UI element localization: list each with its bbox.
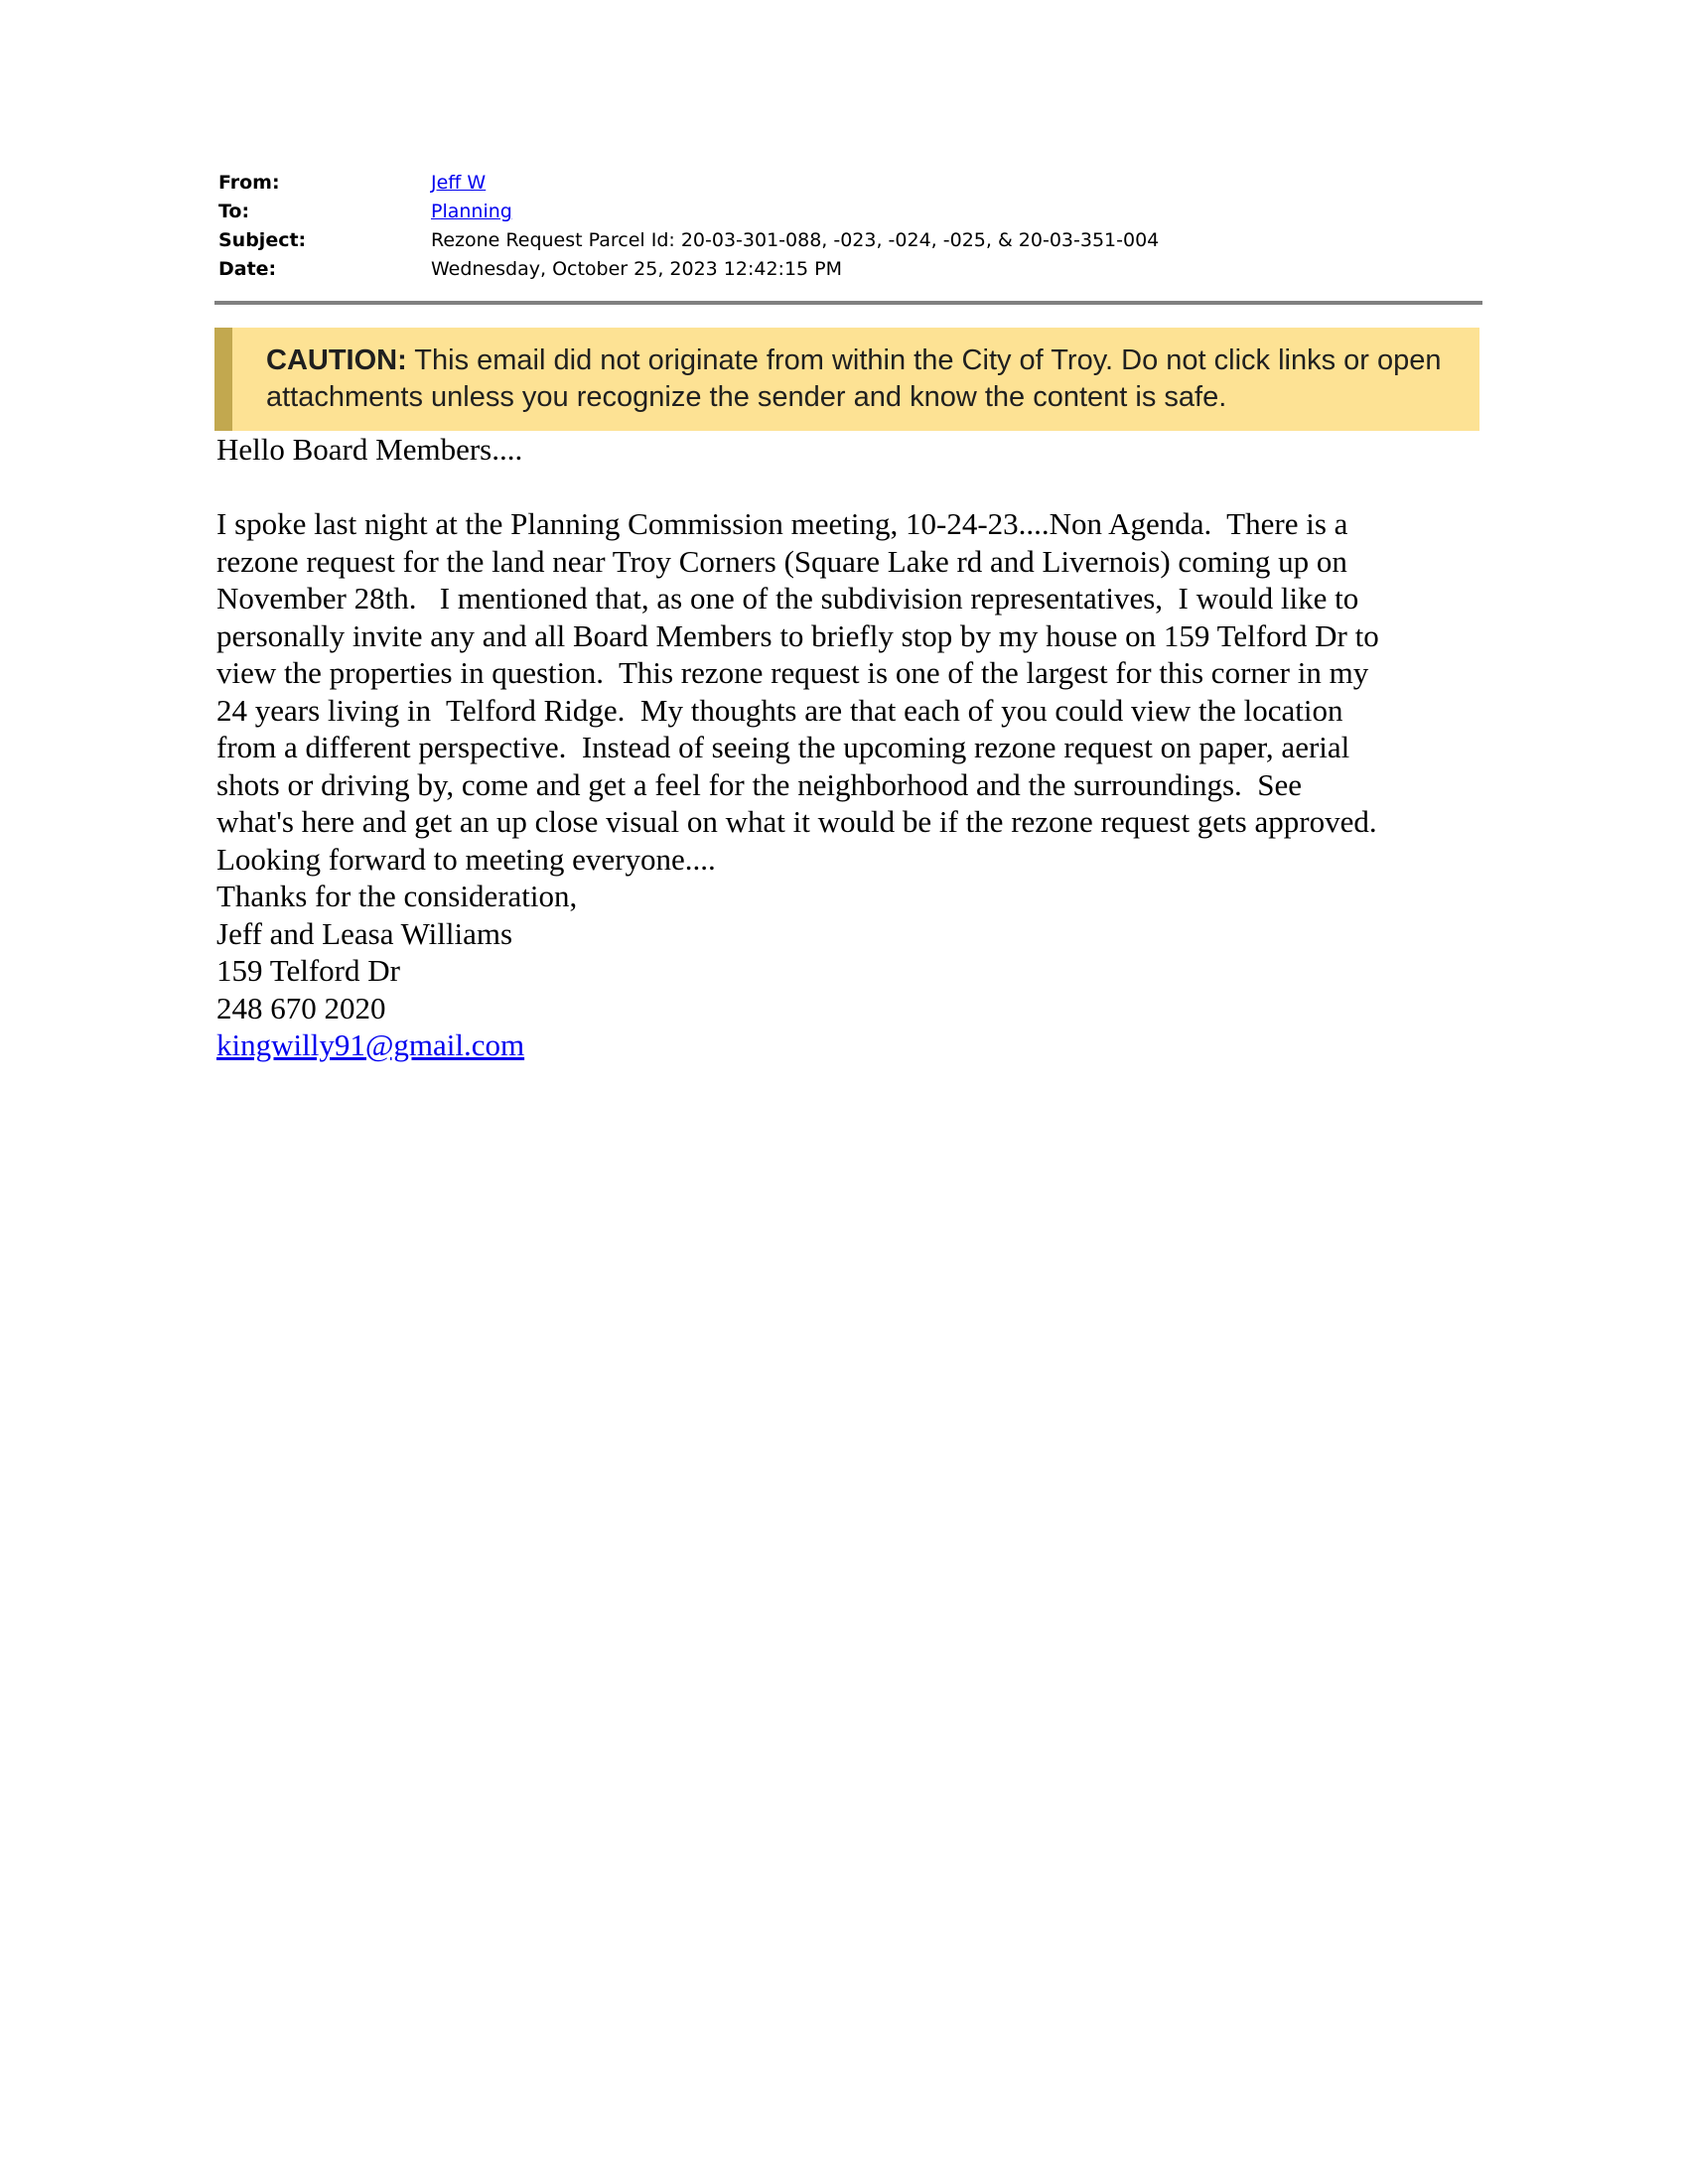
from-label: From: xyxy=(218,172,280,194)
signature-name: Jeff and Leasa Williams xyxy=(216,915,513,951)
email-header xyxy=(218,169,1479,284)
date-value: Wednesday, October 25, 2023 12:42:15 PM xyxy=(431,258,843,280)
paragraph-gap xyxy=(216,469,1497,506)
body-line-7: from a different perspective. Instead of seeing the upcoming rezone request on paper, aerial xyxy=(216,730,1350,764)
caution-label: CAUTION: xyxy=(266,344,407,376)
caution-text xyxy=(266,342,1468,416)
body-line-3: November 28th. I mentioned that, as one of the subdivision representatives, I would like to xyxy=(216,581,1359,615)
caution-banner xyxy=(214,328,1479,431)
to-row xyxy=(218,198,1479,226)
caution-message: This email did not originate from within the City of Troy. Do not click links or open attachments unless you recognize the sender and know the content is safe. xyxy=(266,344,1442,413)
email-body xyxy=(216,431,1497,1064)
signature-email-link[interactable]: kingwilly91@gmail.com xyxy=(216,1027,525,1062)
header-divider xyxy=(214,301,1482,305)
date-row xyxy=(218,255,1479,284)
from-link[interactable]: Jeff W xyxy=(431,172,487,194)
subject-row xyxy=(218,226,1479,255)
closing: Thanks for the consideration, xyxy=(216,879,578,913)
body-line-4: personally invite any and all Board Members to briefly stop by my house on 159 Telford Dr to xyxy=(216,617,1379,653)
body-line-1: I spoke last night at the Planning Commission meeting, 10-24-23....Non Agenda. There is a xyxy=(216,506,1348,541)
body-line-9: what's here and get an up close visual on what it would be if the rezone request gets approved. xyxy=(216,804,1377,839)
body-line-5: view the properties in question. This rezone request is one of the largest for this corner in my xyxy=(216,655,1369,690)
date-label: Date: xyxy=(218,258,277,280)
subject-label: Subject: xyxy=(218,229,307,251)
body-line-10: Looking forward to meeting everyone.... xyxy=(216,841,716,877)
subject-value: Rezone Request Parcel Id: 20-03-301-088, -023, -024, -025, & 20-03-351-004 xyxy=(431,229,1160,251)
to-link[interactable]: Planning xyxy=(431,201,512,222)
to-label: To: xyxy=(218,201,250,222)
greeting: Hello Board Members.... xyxy=(216,432,523,467)
from-row xyxy=(218,169,1479,198)
body-line-6: 24 years living in Telford Ridge. My thoughts are that each of you could view the location xyxy=(216,692,1343,728)
body-line-8: shots or driving by, come and get a feel for the neighborhood and the surroundings. See xyxy=(216,766,1303,802)
signature-address: 159 Telford Dr xyxy=(216,953,400,988)
signature-phone: 248 670 2020 xyxy=(216,990,386,1025)
body-line-2: rezone request for the land near Troy Corners (Square Lake rd and Livernois) coming up on xyxy=(216,543,1347,579)
